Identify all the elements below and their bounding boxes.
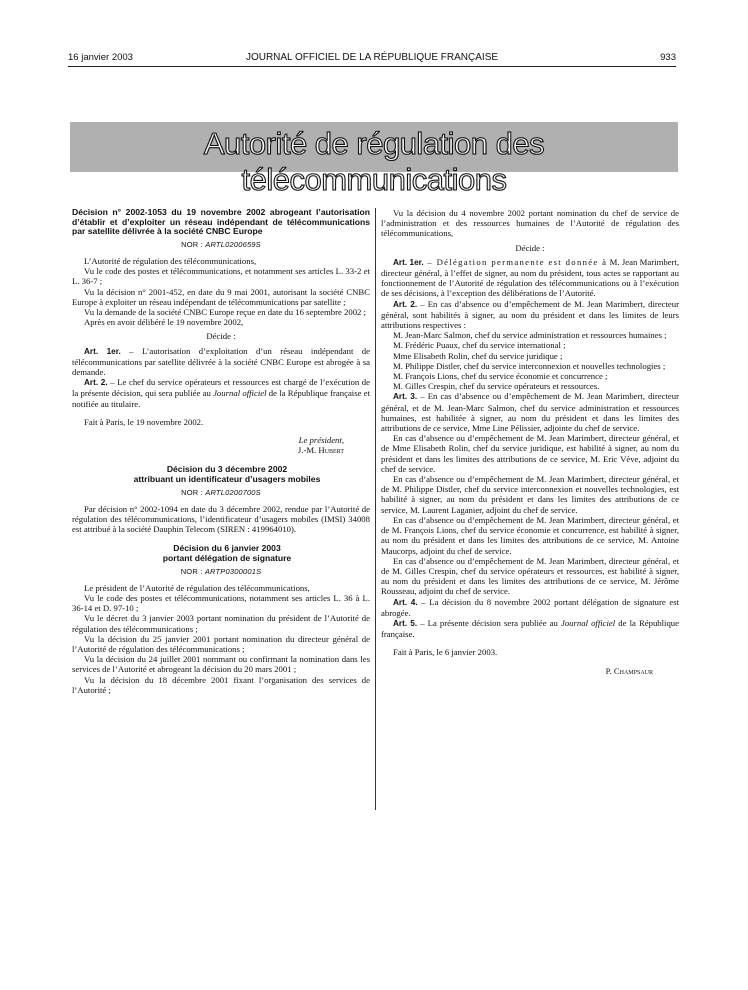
article-text: M. Jean Marimbert, directeur général, à l’effet de signer, au nom du président, tous actes se rapportant au fonctionnement de l’Autorité de régulation des télécommunications ou à l’exécution de ses décisions, à l’exception des délibérations de l’Autorité. xyxy=(381,256,680,299)
header-page-number: 933 xyxy=(660,52,676,63)
nor-code: ARTL0200659S xyxy=(205,239,261,249)
article-text: de la République française. xyxy=(381,617,679,640)
nor-label: NOR : xyxy=(181,487,203,497)
column-divider xyxy=(375,208,376,810)
header-rule xyxy=(68,66,676,67)
delegate-list-item: M. Philippe Distler, chef du service interconnexion et nouvelles technologies ; xyxy=(393,360,666,371)
d3-paragraph: En cas d’absence ou d’empêchement de M. Jean Marimbert, directeur général, et de Mme Elisabeth Rolin, chef du service juridique, est habilité à signer, au nom du président et dans les limites des attributions de ce service, M. Eric Vève, adjoint du chef de service. xyxy=(381,433,679,474)
decision-3-nor xyxy=(72,567,370,577)
d3-decide: Décide : xyxy=(515,242,545,253)
article-label: Art. 1er. xyxy=(84,346,121,356)
article-text: – En cas d’absence ou d’empêchement de M. Jean Marimbert, directeur général, et de M. Jean-Marc Salmon, chef du service administration et ressources humaines, est habilitée à signer, au nom du président et dans les limites des attributions de ce service, Mme Line Pélissier, adjointe du chef de service. xyxy=(381,391,679,434)
d1-done-at: Fait à Paris, le 19 novembre 2002. xyxy=(84,416,204,427)
d2-paragraph: Par décision n° 2002-1094 en date du 3 décembre 2002, rendue par l’Autorité de régulation des télécommunications, l’identificateur d’usagers mobiles (IMSI) 34008 est attribué à la société Dauphin Telecom (SIREN : 419964010). xyxy=(72,503,370,535)
signature-role: Le président, xyxy=(298,435,344,446)
header-date: 16 janvier 2003 xyxy=(68,52,133,63)
decision-2-nor xyxy=(72,488,370,498)
decision-3-title-line-2: portant délégation de signature xyxy=(162,553,292,564)
header-journal-title: JOURNAL OFFICIEL DE LA RÉPUBLIQUE FRANÇAISE xyxy=(245,52,499,63)
d3-paragraph: Vu la décision du 18 décembre 2001 fixant l’organisation des services de l’Autorité ; xyxy=(72,674,370,695)
decision-3-title-line-1: Décision du 6 janvier 2003 xyxy=(173,543,281,554)
nor-code: ARTP0300001S xyxy=(204,566,262,576)
article-label: Art. 4. xyxy=(393,597,418,607)
decision-1-nor xyxy=(72,240,370,250)
d3-article-4 xyxy=(381,597,679,618)
d3-paragraph: En cas d’absence ou d’empêchement de M. Jean Marimbert, directeur général, et de M. Philippe Distler, chef du service interconnexion et nouvelles technologies, est habilité à signer, au nom du président et dans les limites des attributions de ce service, M. Laurent Laganier, adjoint du chef de service. xyxy=(381,474,679,515)
d3-paragraph: Vu le code des postes et télécommunications, notamment ses articles L. 36 à L. 36-14 et D. 97-10 ; xyxy=(72,593,370,614)
d3-article-3 xyxy=(381,391,679,433)
d1-article-1 xyxy=(72,346,370,378)
d3-article-1 xyxy=(381,257,679,299)
d1-article-2 xyxy=(72,377,370,409)
article-label: Art. 2. xyxy=(393,299,418,309)
decision-2-title-line-2: attribuant un identificateur d’usagers mobiles xyxy=(133,474,321,485)
article-text: – Le chef du service opérateurs et ressources est chargé de l’exécution de la présente décision, qui sera publiée au xyxy=(72,377,370,399)
d1-paragraph: Vu le code des postes et télécommunications, et notamment ses articles L. 33-2 et L. 36-7 ; xyxy=(72,266,370,287)
nor-code: ARTL0200700S xyxy=(205,487,261,497)
article-text: – La décision du 8 novembre 2002 portant délégation de signature est abrogée. xyxy=(381,596,679,618)
d3-paragraph: Vu la décision du 4 novembre 2002 portant nomination du chef de service de l’administration et des ressources humaines de l’Autorité de régulation des télécommunications, xyxy=(381,208,679,239)
left-column xyxy=(72,208,370,695)
journal-name: Journal officiel xyxy=(213,388,267,399)
d3-paragraph: En cas d’absence ou d’empêchement de M. Jean Marimbert, directeur général, et de M. François Lions, chef du service économie et concurrence, est habilité à signer, au nom du président et dans les limites des attributions de ce service, M. Antoine Maucorps, adjoint du chef de service. xyxy=(381,514,679,556)
d1-signature-role xyxy=(72,435,370,445)
article-label: Art. 2. xyxy=(84,378,108,388)
article-text: de la République française et notifiée au titulaire. xyxy=(72,388,370,409)
right-column xyxy=(381,208,679,676)
d1-signature-name: J.-M. Hubert xyxy=(297,445,344,456)
decision-1-title: Décision n° 2002-1053 du 19 novembre 2002 abrogeant l’autorisation d’établir et d’exploiter un réseau indépendant de télécommunications par satellite délivrée à la société CNBC Europe xyxy=(72,207,370,237)
d1-paragraph: Vu la décision n° 2001-452, en date du 9 mai 2001, autorisant la société CNBC Europe à exploiter un réseau indépendant de télécommunications par satellite ; xyxy=(72,286,370,307)
d3-signature-name: P. Champsaur xyxy=(605,665,653,676)
d3-paragraph: Vu la décision du 25 janvier 2001 portant nomination du directeur général de l’Autorité de régulation des télécommunications ; xyxy=(72,633,370,655)
nor-label: NOR : xyxy=(180,566,203,576)
article-label: Art. 3. xyxy=(393,392,418,402)
delegate-list-item: Mme Elisabeth Rolin, chef du service juridique ; xyxy=(393,350,563,361)
d1-paragraph: Après en avoir délibéré le 19 novembre 2002, xyxy=(84,317,244,328)
d3-paragraph: Vu le décret du 3 janvier 2003 portant nomination du président de l’Autorité de régulation des télécommunications ; xyxy=(72,613,370,634)
decision-2-title-line-1: Décision du 3 décembre 2002 xyxy=(166,464,288,475)
article-label: Art. 5. xyxy=(393,618,418,628)
section-banner xyxy=(70,122,678,197)
article-text: – L’autorisation d’exploitation d’un réseau indépendant de télécommunications par satellite délivrée à la société CNBC Europe est abrogée à sa demande. xyxy=(72,345,370,378)
delegate-list-item: M. Jean-Marc Salmon, chef du service administration et ressources humaines ; xyxy=(393,330,667,341)
journal-name: Journal officiel xyxy=(560,617,616,628)
d3-paragraph: En cas d’absence ou d’empêchement de M. Jean Marimbert, directeur général, et de M. Gilles Crespin, chef du service opérateurs et ressources, est habilité à signer, au nom du président et dans les limites des attributions de ce service, M. Jérôme Rousseau, adjoint du chef de service. xyxy=(381,555,679,597)
d3-done-at: Fait à Paris, le 6 janvier 2003. xyxy=(393,647,498,658)
d3-article-5 xyxy=(381,618,679,639)
d3-paragraph: Vu la décision du 24 juillet 2001 nommant ou confirmant la nomination dans les services de l’Autorité et abrogeant la décision du 20 mars 2001 ; xyxy=(72,654,370,675)
nor-label: NOR : xyxy=(181,239,203,249)
delegate-list-item: M. François Lions, chef du service économie et concurrence ; xyxy=(393,371,608,382)
article-text: – La présente décision sera publiée au xyxy=(417,617,561,628)
delegate-list-item: M. Frédéric Puaux, chef du service international ; xyxy=(393,340,566,351)
article-label: Art. 1er. xyxy=(393,257,424,267)
banner-title: Autorité de régulation des télécommunications xyxy=(203,126,545,197)
article-text: – En cas d’absence ou d’empêchement de M. Jean Marimbert, directeur général, sont habilités à signer, au nom du président et dans les limites de leurs attributions respectives : xyxy=(381,298,679,331)
d1-paragraph: L’Autorité de régulation des télécommunications, xyxy=(84,255,257,266)
delegate-list-item: M. Gilles Crespin, chef du service opérateurs et ressources. xyxy=(393,381,600,392)
d1-decide: Décide : xyxy=(206,331,236,342)
d3-article-2 xyxy=(381,299,679,331)
d1-paragraph: Vu la demande de la société CNBC Europe reçue en date du 16 septembre 2002 ; xyxy=(84,307,366,317)
d3-paragraph: Le président de l’Autorité de régulation des télécommunications, xyxy=(84,582,310,593)
article-text: – Délégation permanente est donnée à xyxy=(423,256,608,267)
